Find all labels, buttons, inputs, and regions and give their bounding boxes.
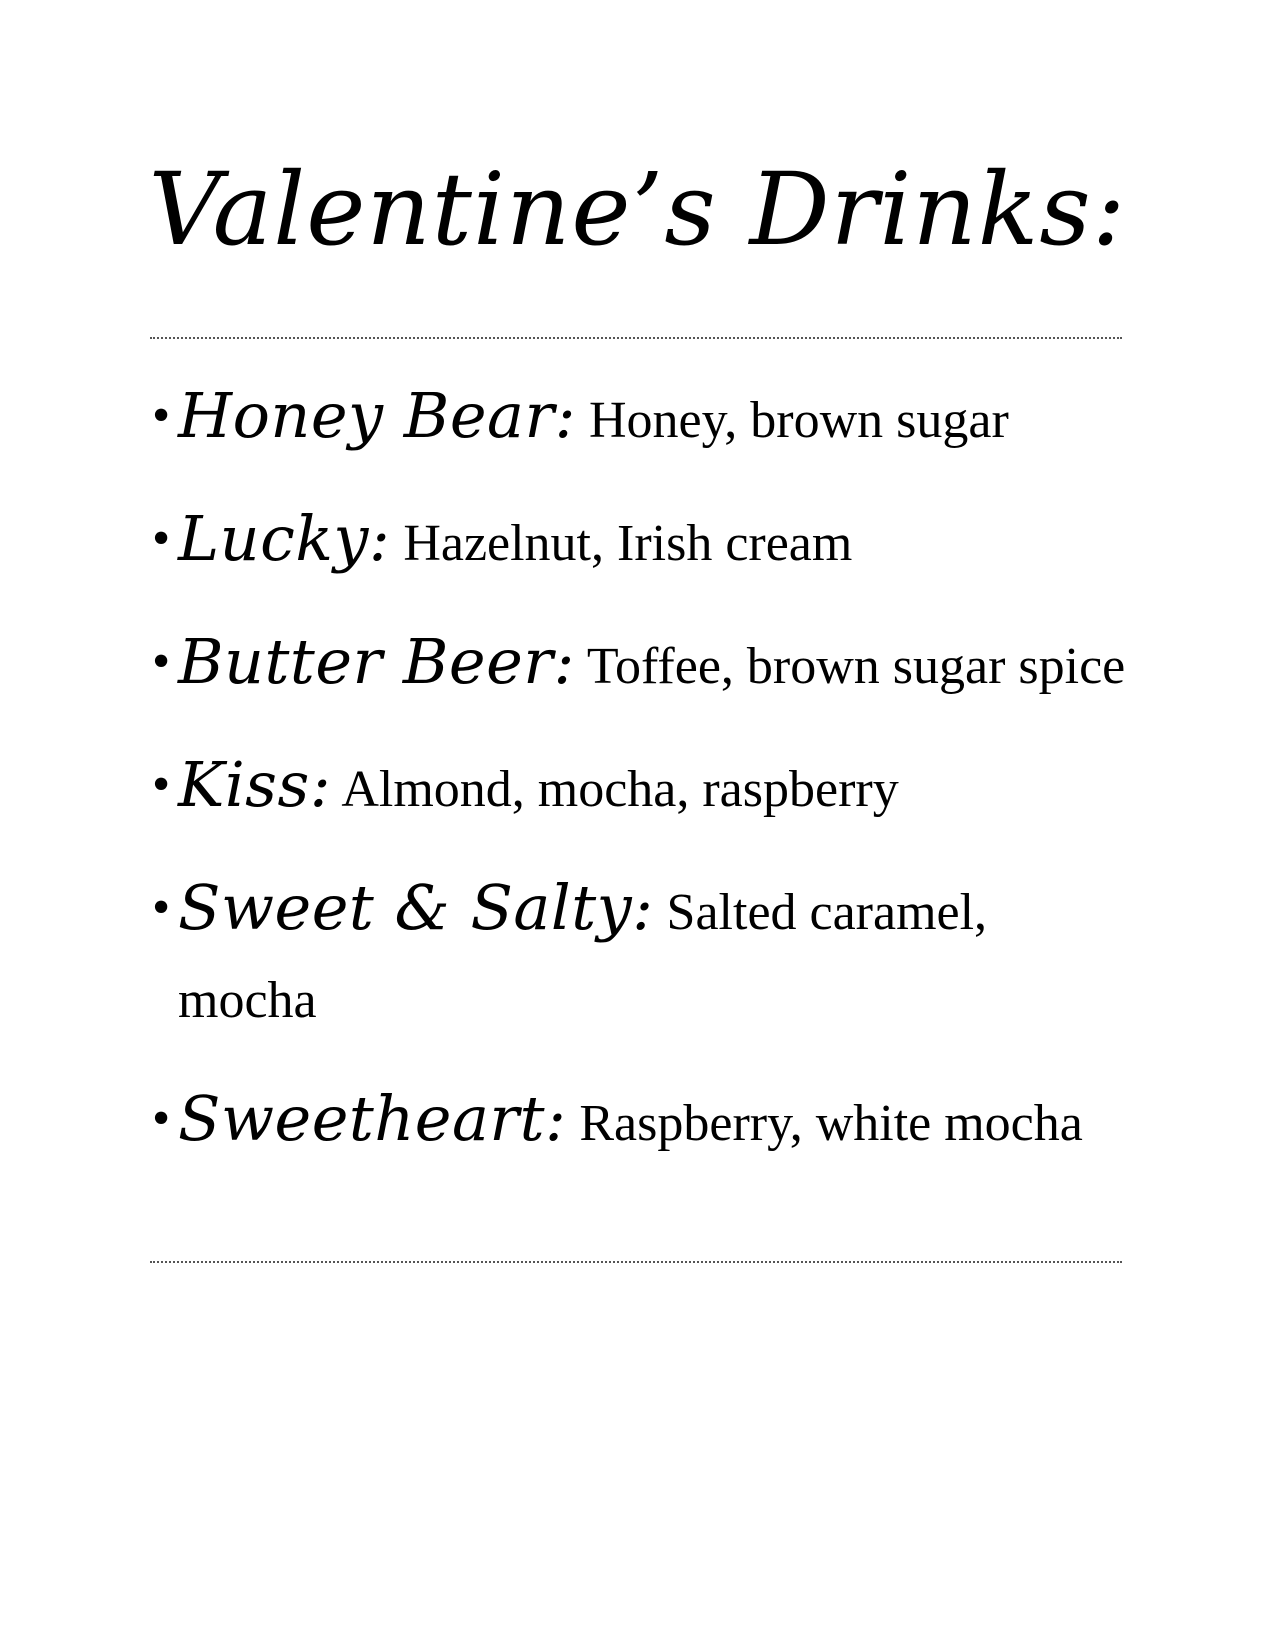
bullet-icon: • [152,510,171,567]
bullet-icon: • [152,879,171,936]
drink-description: Hazelnut, Irish cream [403,515,853,572]
drink-description: Raspberry, white mocha [579,1095,1083,1152]
drink-item-honey-bear [152,372,1127,465]
top-dotted-divider [150,337,1122,339]
drink-item-butter-beer [152,618,1127,711]
drink-name: Sweetheart: [178,1082,567,1155]
bullet-icon: • [152,1090,171,1147]
bottom-dotted-divider [150,1261,1122,1263]
drink-item-lucky [152,495,1127,588]
drink-name: Sweet & Salty: [178,871,654,944]
drink-name: Honey Bear: [178,379,576,452]
drink-item-sweet-and-salty [152,864,1127,1045]
drink-list [152,372,1127,1198]
drink-name: Lucky: [178,502,391,575]
bullet-icon: • [152,387,171,444]
drink-description: Salted caramel, mocha [178,884,988,1029]
drink-name: Butter Beer: [178,625,575,698]
bullet-icon: • [152,633,171,690]
drink-description: Almond, mocha, raspberry [341,761,899,818]
page-title: Valentine’s Drinks: [148,151,1127,268]
bullet-icon: • [152,756,171,813]
drink-description: Toffee, brown sugar spice [586,638,1126,695]
drink-name: Kiss: [178,748,332,821]
drink-item-sweetheart [152,1075,1127,1168]
drink-item-kiss [152,741,1127,834]
drink-description: Honey, brown sugar [589,392,1009,449]
